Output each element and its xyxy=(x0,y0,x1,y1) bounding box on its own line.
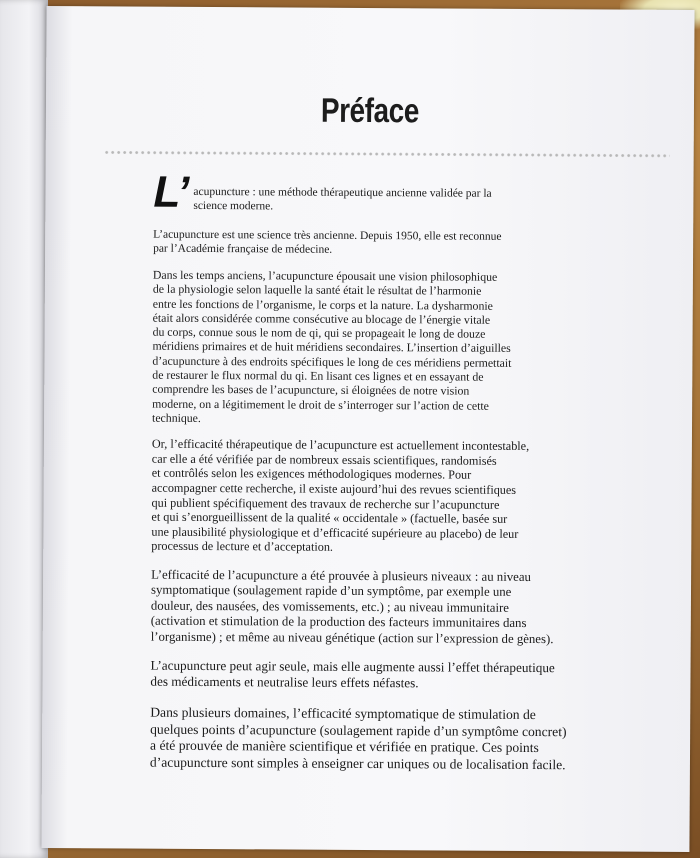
text-line: et contrôlés selon les exigences méthodologiques modernes. Pour xyxy=(151,466,472,483)
text-line: moderne, on a légitimement le droit de s’interroger sur l’action de cette xyxy=(152,396,489,413)
text-line: car elle a été vérifiée par de nombreux essais scientifiques, randomisés xyxy=(151,451,497,468)
dotted-divider xyxy=(104,150,670,157)
text-line: des médicaments et neutralise leurs effets néfastes. xyxy=(150,673,419,691)
text-line: était alors considérée comme consécutive au blocage de l’énergie vitale xyxy=(152,310,491,327)
paragraph-2 xyxy=(152,268,621,428)
text-line: Or, l’efficacité thérapeutique de l’acupuncture est actuellement incontestable, xyxy=(151,436,530,454)
text-line: a été prouvée de manière scientifique et vérifiée en pratique. Ces points xyxy=(150,737,539,756)
text-line: symptomatique (soulagement rapide d’un symptôme, par exemple une xyxy=(150,583,512,600)
text-line: d’acupuncture à des endroits spécifiques le long de ces méridiens permettait xyxy=(152,353,512,370)
text-line: et qui s’enorgueillissent de la qualité « occidentale » (factuelle, basée sur xyxy=(151,509,508,527)
text-line: quelques points d’acupuncture (soulagement rapide d’un symptôme concret) xyxy=(150,721,567,739)
text-line: Dans plusieurs domaines, l’efficacité symptomatique de stimulation de xyxy=(150,704,536,723)
text-line: processus de lecture et d’acceptation. xyxy=(151,539,334,555)
text-line: par l’Académie française de médecine. xyxy=(153,242,333,256)
text-line: Dans les temps anciens, l’acupuncture épousait une vision philosophique xyxy=(152,267,498,284)
book-page xyxy=(41,6,694,852)
lead-line: science moderne. xyxy=(193,199,274,213)
text-line: qui publient spécifiquement des travaux de recherche sur l’acupuncture xyxy=(151,495,500,512)
lead-line: acupuncture : une méthode thérapeutique ancienne validée par la xyxy=(193,185,492,200)
drop-cap: L’ xyxy=(153,167,190,217)
paragraph-5 xyxy=(150,658,642,693)
text-line: L’acupuncture est une science très ancienne. Depuis 1950, elle est reconnue xyxy=(153,228,502,243)
left-page-edge xyxy=(0,0,48,858)
page-content xyxy=(149,167,654,774)
text-line: douleur, des nausées, des vomissements, etc.) ; au niveau immunitaire xyxy=(150,598,510,615)
paragraph-6 xyxy=(150,705,650,774)
text-line: L’efficacité de l’acupuncture a été prouvée à plusieurs niveaux : au niveau xyxy=(151,567,531,585)
lead-block xyxy=(153,167,653,222)
text-line: une plausibilité physiologique et d’efficacité supérieure au placebo) de leur xyxy=(151,524,519,541)
text-line: accompagner cette recherche, il existe aujourd’hui des revues scientifiques xyxy=(151,480,517,497)
paragraph-4 xyxy=(151,568,643,648)
text-line: technique. xyxy=(152,410,201,425)
text-line: de restaurer le flux normal du qi. En lisant ces lignes et en essayant de xyxy=(152,367,484,384)
paragraph-3 xyxy=(151,437,634,557)
text-line: comprendre les bases de l’acupuncture, si éloignées de notre vision xyxy=(152,382,470,398)
text-line: L’acupuncture peut agir seule, mais elle augmente aussi l’effet thérapeutique xyxy=(150,657,555,676)
paragraph-1 xyxy=(153,228,593,259)
text-line: d’acupuncture sont simples à enseigner car uniques ou de localisation facile. xyxy=(149,754,566,773)
text-line: (activation et stimulation de la production des facteurs immunitaires dans xyxy=(150,613,527,631)
text-line: entre les fonctions de l’organisme, le corps et la nature. La dysharmonie xyxy=(152,296,493,313)
lead-text xyxy=(193,185,563,215)
text-line: de la physiologie selon laquelle la santé était le résultat de l’harmonie xyxy=(152,281,482,298)
text-line: du corps, connue sous le nom de qi, qui se propageait le long de douze xyxy=(152,324,486,341)
page-title: Préface xyxy=(320,91,420,131)
text-line: l’organisme) ; et même au niveau génétique (action sur l’expression de gènes). xyxy=(150,629,554,646)
text-line: méridiens primaires et de huit méridiens secondaires. L’insertion d’aiguilles xyxy=(152,339,511,356)
